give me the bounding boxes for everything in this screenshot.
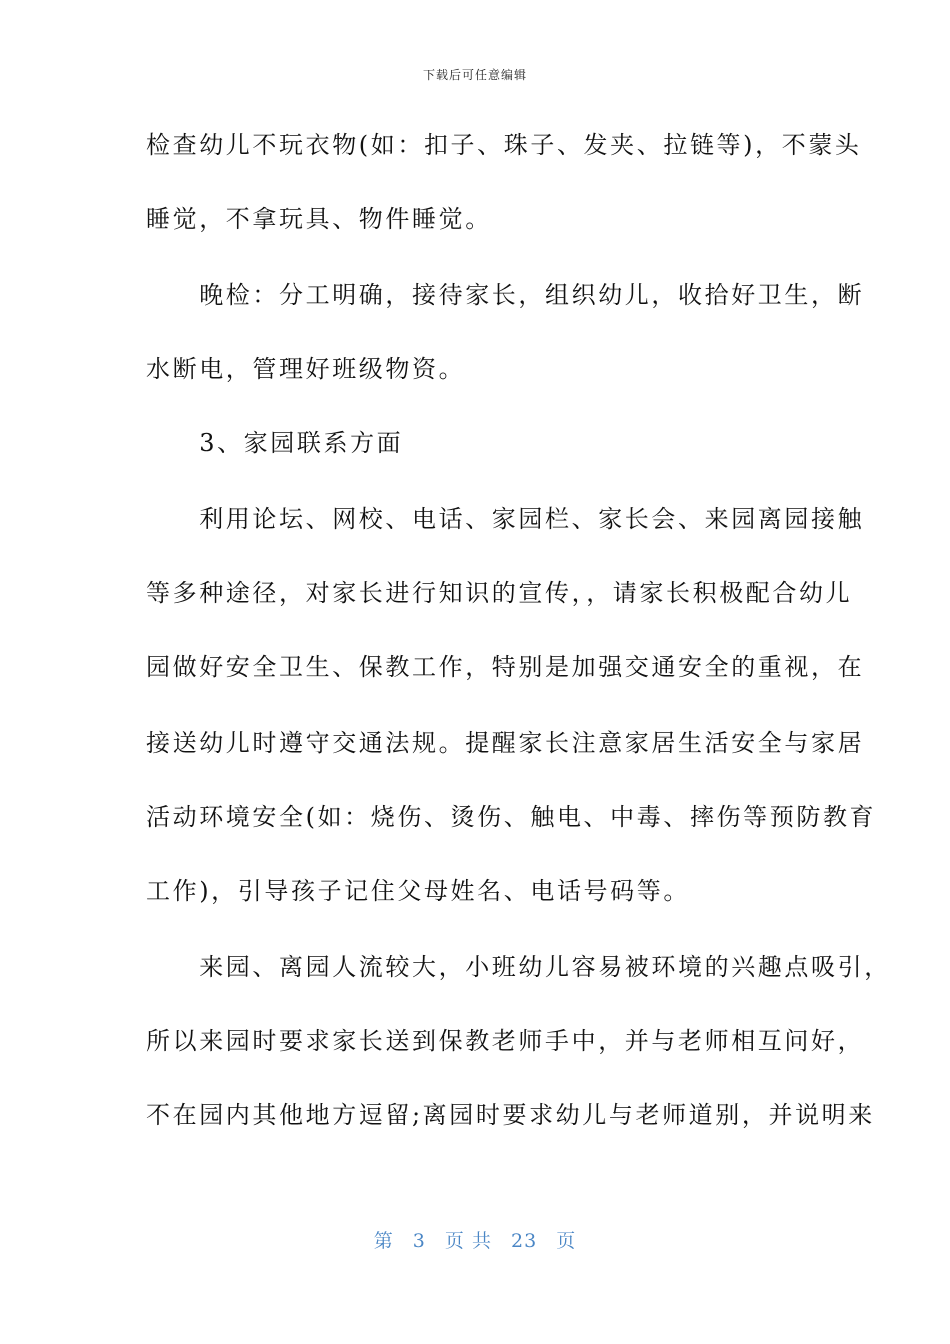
- text-line: 来园、离园人流较大，小班幼儿容易被环境的兴趣点吸引，: [146, 953, 891, 981]
- text-line: 不在园内其他地方逗留;离园时要求幼儿与老师道别，并说明来: [146, 1101, 875, 1129]
- text-line: 所以来园时要求家长送到保教老师手中，并与老师相互问好，: [146, 1027, 865, 1055]
- page-number: 3: [412, 1230, 426, 1252]
- page-total: 23: [511, 1230, 538, 1252]
- text-line: 利用论坛、网校、电话、家园栏、家长会、来园离园接触: [146, 505, 865, 533]
- text-line: 晚检：分工明确，接待家长，组织幼儿，收拾好卫生，断: [146, 281, 865, 309]
- footer-middle: 页 共: [444, 1230, 492, 1252]
- text-line: 接送幼儿时遵守交通法规。提醒家长注意家居生活安全与家居: [146, 729, 865, 757]
- text-line: 检查幼儿不玩衣物(如：扣子、珠子、发夹、拉链等)，不蒙头: [146, 131, 862, 159]
- text-line: 等多种途径，对家长进行知识的宣传，，请家长积极配合幼儿: [146, 579, 853, 607]
- page-footer: [0, 1226, 950, 1253]
- text-line: 水断电，管理好班级物资。: [146, 355, 466, 383]
- page-header: 下载后可任意编辑: [422, 68, 527, 82]
- text-line: 园做好安全卫生、保教工作，特别是加强交通安全的重视，在: [146, 653, 865, 681]
- text-line: 活动环境安全(如：烧伤、烫伤、触电、中毒、摔伤等预防教育: [146, 803, 877, 831]
- text-line: 睡觉，不拿玩具、物件睡觉。: [146, 205, 492, 233]
- section-heading: 3、家园联系方面: [146, 429, 404, 457]
- text-line: 工作)，引导孩子记住父母姓名、电话号码等。: [146, 877, 690, 905]
- footer-prefix: 第: [373, 1230, 394, 1252]
- footer-suffix: 页: [556, 1230, 577, 1252]
